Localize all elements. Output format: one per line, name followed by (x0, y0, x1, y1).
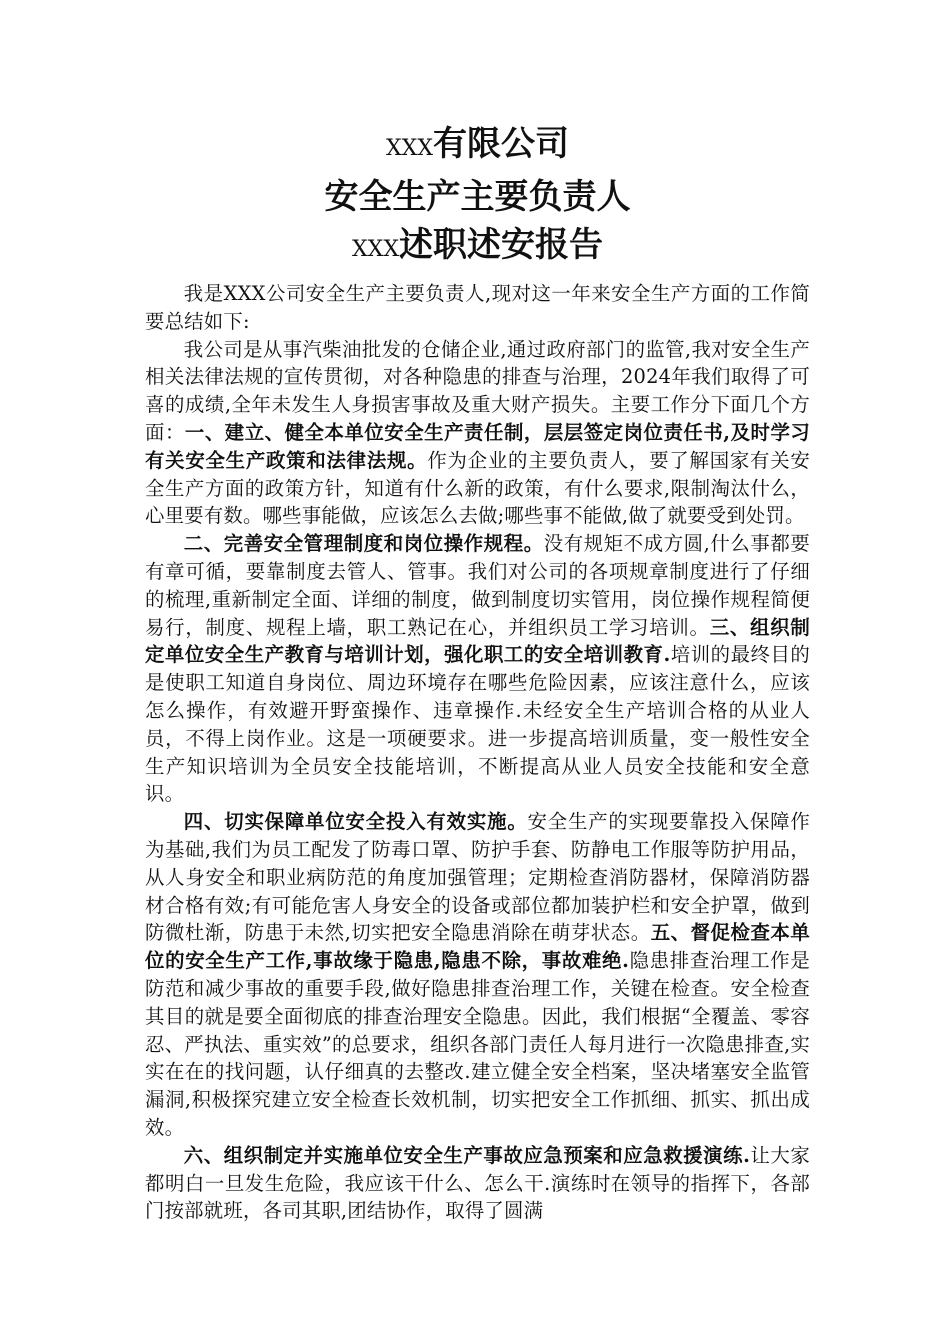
title-report-name: 述职述安报告 (399, 225, 603, 265)
title-company-prefix: XXX (386, 136, 433, 161)
title-line-report (145, 221, 810, 274)
title-company-name: 有限公司 (433, 124, 569, 164)
paragraph-text: 作为企业的主要负责人，要了解国家有关安全生产方面的政策方针，知道有什么新的政策，有什么要求,限制淘汰什么，心里要有数。哪些事能做，应该怎么去做;哪些事不能做,做了就要受到处罚。 (145, 448, 810, 528)
paragraph-text: 隐患排查治理工作是防范和减少事故的重要手段,做好隐患排查治理工作，关键在检查。安全检查其目的就是要全面彻底的排查治理安全隐患。因此，我们根据“全覆盖、零容忍、严执法、重实效”的总要求，组织各部门责任人每月进行一次隐患排查,实实在在的找问题，认仔细真的去整改.建立健全安全档案，坚决堵塞安全监管漏洞,积极探究建立安全检查长效机制，切实把安全工作抓细、抓实、抓出成效。 (145, 949, 810, 1139)
document-title (145, 120, 810, 274)
paragraph-text: 没有规矩不成方圆,什么事都要有章可循，要靠制度去管人、管事。我们对公司的各项规章制度进行了仔细的梳理,重新制定全面、详细的制度，做到制度切实管用，岗位操作规程简便易行，制度、规程上墙，职工熟记在心，并组织员工学习培训。 (145, 532, 810, 639)
paragraph-text: 我是XXX公司安全生产主要负责人,现对这一年来安全生产方面的工作简要总结如下: (145, 282, 810, 333)
paragraph-4 (145, 808, 810, 1142)
paragraph-text: 我公司是从事汽柴油批发的仓储企业,通过政府部门的监管,我对安全生产相关法律法规的宣传贯彻，对各种隐患的排查与治理，2024年我们取得了可喜的成绩,全年未发生人身损害事故及重大财产损失。主要工作分下面几个方面： (145, 337, 810, 444)
paragraph-text: 让大家都明白一旦发生危险，我应该干什么、怎么干.演练时在领导的指挥下，各部门按部就班，各司其职,团结协作，取得了圆满 (145, 1143, 810, 1223)
section-heading-4: 四、切实保障单位安全投入有效实施。 (183, 810, 528, 834)
title-report-prefix: XXX (352, 237, 399, 262)
document-page (145, 120, 810, 1225)
paragraph-text: 安全生产的实现要靠投入保障作为基础,我们为员工配发了防毒口罩、防护手套、防静电工作服等防护用品，从人身安全和职业病防范的角度加强管理；定期检查消防器材，保障消防器材合格有效;有可能危害人身安全的设备或部位都加装护栏和安全护罩，做到防微杜渐，防患于未然,切实把安全隐患消除在萌芽状态。 (145, 810, 810, 945)
section-heading-2: 二、完善安全管理制度和岗位操作规程。 (183, 532, 544, 556)
title-line-role: 安全生产主要负责人 (324, 177, 631, 217)
section-heading-5: 五、督促检查本单位的安全生产工作,事故缘于隐患,隐患不除，事故难绝. (145, 921, 810, 973)
section-heading-6: 六、组织制定并实施单位安全生产事故应急预案和应急救援演练. (183, 1143, 751, 1167)
paragraph-text: 培训的最终目的是使职工知道自身岗位、周边环境存在哪些危险因素，应该注意什么，应该怎么操作，有效避开野蛮操作、违章操作.未经安全生产培训合格的从业人员，不得上岗作业。这是一项硬要求。进一步提高培训质量，变一般性安全生产知识培训为全员安全技能培训，不断提高从业人员安全技能和安全意识。 (145, 643, 810, 806)
paragraph-1 (145, 280, 810, 336)
section-heading-3: 三、组织制定单位安全生产教育与培训计划，强化职工的安全培训教育. (145, 615, 810, 667)
section-heading-1: 一、建立、健全本单位安全生产责任制，层层签定岗位责任书,及时学习有关安全生产政策和法律法规。 (145, 420, 810, 472)
paragraph-3 (145, 530, 810, 808)
title-line-company (145, 120, 810, 173)
paragraph-2 (145, 336, 810, 531)
paragraph-5 (145, 1142, 810, 1225)
document-body (145, 280, 810, 1225)
